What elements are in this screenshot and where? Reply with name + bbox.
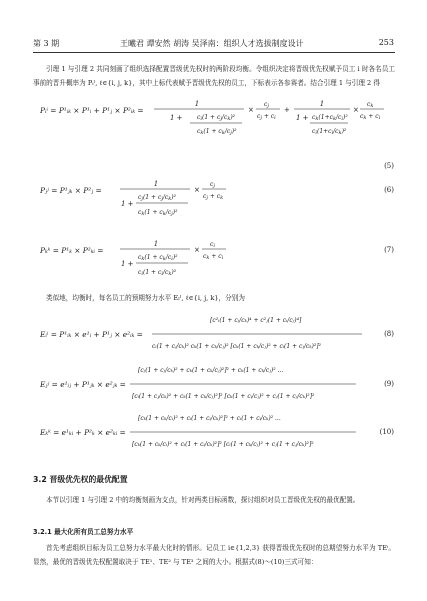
- equation-6-lhs: Pⱼʲ = P¹ⱼₖ × P²ⱼ =: [40, 186, 102, 195]
- svg-text:×: ×: [248, 106, 254, 114]
- equation-9-lhs: Eⱼʲ = e¹ᵢⱼ + P¹ⱼₖ × e²ⱼₖ =: [40, 380, 126, 389]
- svg-text:ck(1 + ck/ci)²: ck(1 + ck/ci)²: [138, 254, 178, 262]
- subsection-heading: 3.2.1 最大化所有员工总努力水平: [33, 528, 134, 536]
- svg-text:ck(1 + ck/cj)²: ck(1 + ck/cj)²: [138, 209, 178, 217]
- svg-text:1 +: 1 +: [170, 114, 183, 122]
- equation-7-rhs: [118, 236, 228, 286]
- equation-10-number: (10): [379, 428, 394, 436]
- svg-text:1 +: 1 +: [296, 114, 309, 122]
- svg-text:cj(1 + cj/ck)²: cj(1 + cj/ck)²: [138, 194, 177, 202]
- svg-text:cj: cj: [210, 181, 215, 189]
- equation-8-rhs: [150, 312, 365, 358]
- issue-label: 第 3 期: [33, 39, 60, 48]
- svg-text:cj + ci: cj + ci: [257, 113, 276, 121]
- equation-5-lhs: Pᵢⁱ = P¹ᵢₖ × P¹ᵢ + P¹ⱼ × P²ᵢₖ =: [40, 106, 144, 115]
- svg-text:×: ×: [194, 246, 200, 254]
- page-number: 253: [378, 38, 394, 47]
- svg-text:×: ×: [353, 106, 359, 114]
- svg-text:[cᵢ(1 + cⱼ/cₖ)² + cₖ(1 + cₖ/cⱼ: [cᵢ(1 + cⱼ/cₖ)² + cₖ(1 + cₖ/cⱼ)²]² [cₖ(1 + cᵢ/cⱼ)² + cⱼ(1 + cⱼ/cₖ)²]²: [132, 393, 315, 400]
- svg-text:1 +: 1 +: [121, 260, 134, 268]
- section-heading: 3.2 晋级优先权的最优配置: [33, 475, 128, 484]
- equation-8-lhs: Eᵢⁱ = P¹ᵢₖ × e¹ᵢ + P¹ⱼ × e²ᵢₖ =: [40, 330, 143, 339]
- svg-text:ck(1+ck/ci)²: ck(1+ck/ci)²: [312, 114, 348, 122]
- svg-text:[c²ᵢ(1 + cⱼ/cₖ)⁴ + c²ⱼ(1 + cᵢ/: [c²ᵢ(1 + cⱼ/cₖ)⁴ + c²ⱼ(1 + cᵢ/cⱼ)⁴]: [210, 317, 302, 324]
- equation-8-number: (8): [384, 330, 394, 338]
- equation-5-number: (5): [384, 162, 394, 170]
- svg-text:1: 1: [194, 100, 200, 108]
- svg-text:cj + ck: cj + ck: [203, 193, 224, 201]
- equation-7-number: (7): [384, 246, 394, 254]
- svg-text:1: 1: [153, 240, 159, 248]
- svg-text:[cₖ(1 + cₖ/cᵢ)² + cᵢ(1 + cᵢ/cₖ: [cₖ(1 + cₖ/cᵢ)² + cᵢ(1 + cᵢ/cₖ)²]² + cᵢ(1 + cᵢ/cₖ)² ...: [138, 415, 281, 422]
- paragraph-effort: 类似地，均衡时，每名员工的预期努力水平 Eₗˡ, ℓ∈{i, j, k}，分别为: [46, 294, 245, 302]
- equation-9-number: (9): [384, 380, 394, 388]
- svg-text:ci: ci: [210, 241, 215, 249]
- svg-text:ck + ci: ck + ci: [360, 113, 381, 121]
- svg-text:1 +: 1 +: [121, 200, 134, 208]
- svg-text:ci(1 + cj/ck)²: ci(1 + cj/ck)²: [197, 114, 236, 122]
- svg-text:ck + ci: ck + ci: [203, 253, 224, 261]
- paragraph-section-intro: 本节以引理 1 与引理 2 中的均衡刻画为支点，针对两类目标函数，探讨组织对员工晋级优先权的最优配置。: [46, 496, 360, 504]
- equation-6-number: (6): [384, 186, 394, 194]
- equation-6-rhs: [118, 176, 228, 226]
- equation-10-rhs: [128, 410, 358, 456]
- svg-text:ci(1+ci/ck)²: ci(1+ci/ck)²: [312, 128, 347, 136]
- equation-10-lhs: Eₖᵏ = e¹ₖᵢ + P²ₖ × e²ₖᵢ =: [40, 428, 126, 437]
- paragraph-total-effort: 首先考虑组织目标为员工总努力水平最大化时的情形。记员工 i∈{1,2,3} 获得晋级优先权时的总期望努力水平为 TEⁱ。显然，最优的晋级优先权配置取决于 TE¹、TE² 与 TE³ 之间的大小。根据式(8)～(10)三式可知：: [33, 544, 395, 566]
- svg-text:ci(1 + ci/ck)²: ci(1 + ci/ck)²: [138, 269, 177, 277]
- svg-text:1: 1: [153, 180, 159, 188]
- paragraph-intro: 引理 1 与引理 2 共同刻画了组织选择配置晋级优先权时的两阶段均衡。令组织决定将晋级优先权赋予员工 i 时各名员工事前的晋升概率为 Pᵢˡ, ℓ∈{i, j, k}，其中上标代表赋予晋级优先权的员工，下标表示各参赛者。结合引理 1 与引理 2 得: [33, 65, 395, 87]
- svg-text:[cₖ(1 + cₖ/cᵢ)² + cᵢ(1 + cᵢ/cₖ: [cₖ(1 + cₖ/cᵢ)² + cᵢ(1 + cᵢ/cₖ)²]² [cᵢ(1 + cₖ/cⱼ)² + cⱼ(1 + cⱼ/cₖ)²]²: [132, 441, 314, 448]
- svg-text:cᵢ(1 + cⱼ/cₖ)² cₖ(1 + cₖ/cⱼ)²: cᵢ(1 + cⱼ/cₖ)² cₖ(1 + cₖ/cⱼ)² [cₖ(1 + cₖ/cⱼ)² + cᵢ(1 + cⱼ/cₖ)²]²: [152, 343, 322, 350]
- svg-text:+: +: [284, 106, 290, 114]
- equation-7-lhs: Pₖᵏ = P¹ₖ × P²ₖᵢ =: [40, 246, 104, 255]
- equation-9-rhs: [128, 362, 358, 408]
- svg-text:×: ×: [194, 186, 200, 194]
- svg-text:[cⱼ(1 + cⱼ/cₖ)² + cₖ(1 + cₖ/cⱼ: [cⱼ(1 + cⱼ/cₖ)² + cₖ(1 + cₖ/cⱼ)²]² + cₖ(1 + cₖ/cⱼ)² ...: [138, 367, 284, 374]
- svg-text:cj: cj: [264, 101, 269, 109]
- equation-5-rhs: [152, 96, 387, 160]
- running-title: 王曦君 谭安然 胡涛 吴泽南：组织人才选拔制度设计: [120, 39, 304, 48]
- header-rule: [33, 52, 395, 53]
- svg-text:ck: ck: [367, 101, 374, 109]
- svg-text:ck(1 + ck/cj)²: ck(1 + ck/cj)²: [197, 128, 237, 136]
- svg-text:1: 1: [319, 100, 325, 108]
